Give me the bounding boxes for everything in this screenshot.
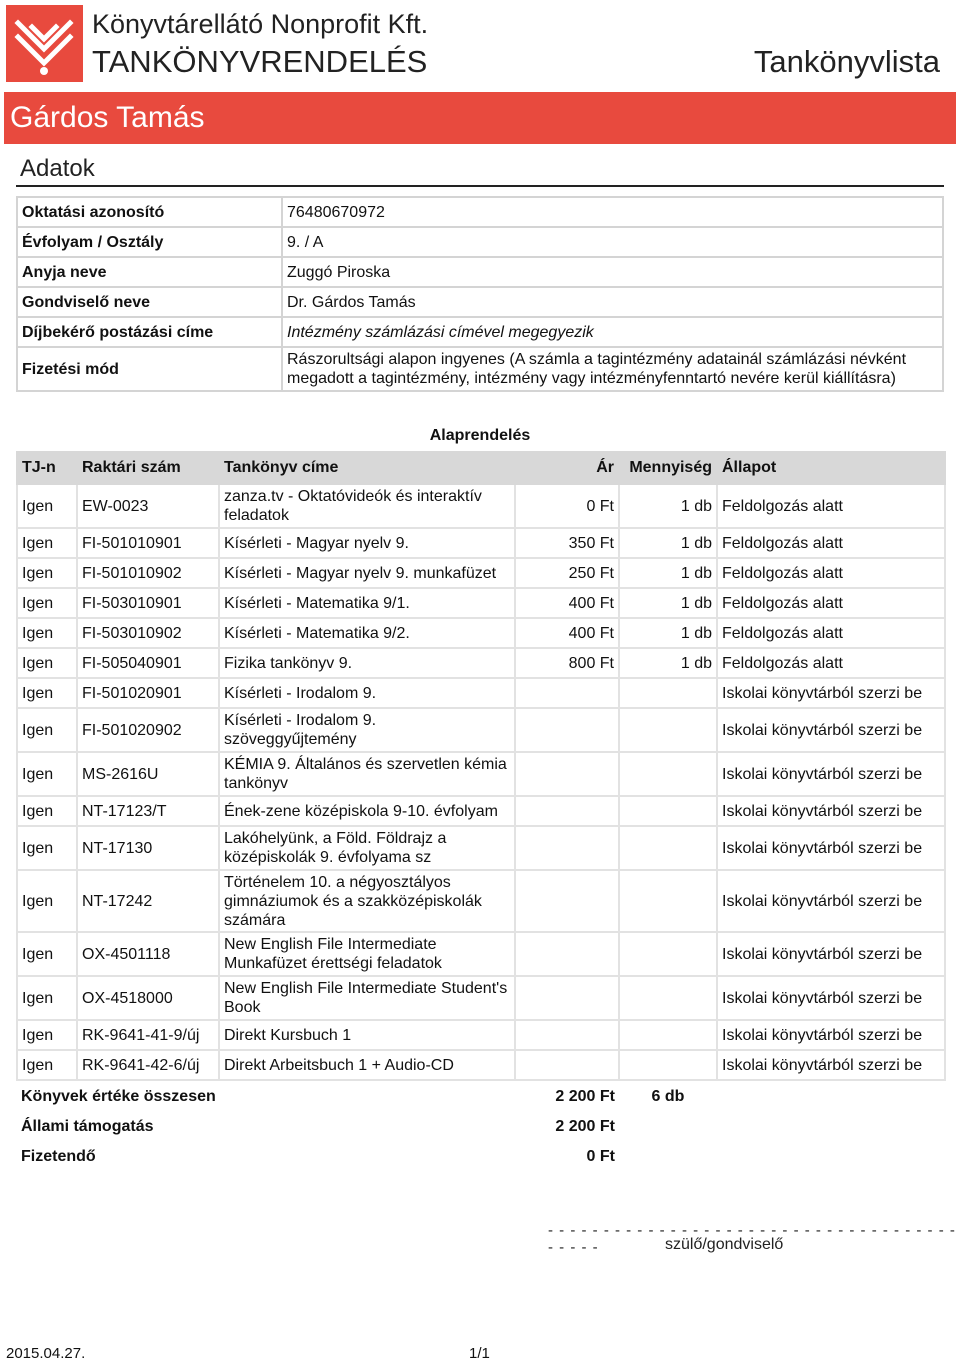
data-value: 9. / A [282,227,943,257]
data-value: 76480670972 [282,197,943,227]
cell-title: Kísérleti - Magyar nyelv 9. [219,528,515,558]
document-type: TANKÖNYVRENDELÉS [92,44,428,79]
student-name-bar [4,92,956,144]
table-row [17,528,945,558]
cell-code: FI-501020902 [77,708,219,752]
cell-tj: Igen [17,484,77,528]
cell-code: NT-17130 [77,826,219,870]
organization-logo [6,5,83,82]
cell-code: FI-501020901 [77,678,219,708]
cell-status: Feldolgozás alatt [717,588,945,618]
cell-quantity: 1 db [619,528,717,558]
cell-tj: Igen [17,678,77,708]
cell-quantity: 1 db [619,588,717,618]
table-row [17,870,945,932]
cell-price: 0 Ft [515,484,619,528]
cell-quantity [619,796,717,826]
cell-code: EW-0023 [77,484,219,528]
cell-price [515,1050,619,1080]
cell-status: Iskolai könyvtárból szerzi be [717,752,945,796]
cell-title: Direkt Arbeitsbuch 1 + Audio-CD [219,1050,515,1080]
cell-title: zanza.tv - Oktatóvideók és interaktív feladatok [219,484,515,528]
summary-label: Állami támogatás [21,1117,154,1135]
table-row [17,648,945,678]
cell-code: OX-4501118 [77,932,219,976]
summary-quantity: 6 db [651,1087,685,1105]
cell-title: Történelem 10. a négyosztályos gimnáziumok és a szakközépiskolák számára [219,870,515,932]
cell-status: Iskolai könyvtárból szerzi be [717,976,945,1020]
cell-tj: Igen [17,618,77,648]
cell-code: RK-9641-41-9/új [77,1020,219,1050]
cell-price: 800 Ft [515,648,619,678]
signature-line: - - - - - - - - - - - - - - - - - - - - - - - - - - - - - - - - - - - - - - - - - - [548,1222,956,1256]
data-label: Fizetési mód [17,347,282,391]
cell-price: 400 Ft [515,618,619,648]
textbook-order-table [16,451,946,1171]
table-row [17,618,945,648]
cell-title: KÉMIA 9. Általános és szervetlen kémia tankönyv [219,752,515,796]
cell-code: FI-503010902 [77,618,219,648]
cell-code: FI-501010901 [77,528,219,558]
data-row-mother [17,257,943,287]
cell-quantity: 1 db [619,558,717,588]
cell-status: Iskolai könyvtárból szerzi be [717,1020,945,1050]
cell-price [515,678,619,708]
data-value: Zuggó Piroska [282,257,943,287]
data-row-payment [17,347,943,391]
summary-empty [717,1111,945,1141]
data-label: Anyja neve [17,257,282,287]
summary-empty [717,1141,945,1171]
column-header-quantity: Mennyiség [619,452,717,484]
cell-quantity [619,826,717,870]
cell-tj: Igen [17,588,77,618]
orders-title: Alaprendelés [429,427,531,444]
data-value: Dr. Gárdos Tamás [282,287,943,317]
cell-price: 400 Ft [515,588,619,618]
cell-title: Kísérleti - Matematika 9/2. [219,618,515,648]
cell-quantity [619,932,717,976]
cell-quantity [619,976,717,1020]
cell-quantity [619,870,717,932]
table-row [17,826,945,870]
summary-quantity [619,1141,717,1171]
cell-price [515,752,619,796]
cell-title: Kísérleti - Irodalom 9. szöveggyűjtemény [219,708,515,752]
cell-status: Iskolai könyvtárból szerzi be [717,870,945,932]
table-row [17,976,945,1020]
data-value: Rászorultsági alapon ingyenes (A számla a tagintézmény adatainál számlázási névként megadott a tagintézmény, intézmény vagy intézményfenntartó nevére kerül kiállításra) [282,347,943,391]
cell-code: MS-2616U [77,752,219,796]
cell-tj: Igen [17,976,77,1020]
cell-quantity: 1 db [619,484,717,528]
cell-price: 350 Ft [515,528,619,558]
summary-label: Könyvek értéke összesen [21,1087,216,1105]
cell-price [515,708,619,752]
cell-price [515,826,619,870]
cell-code: NT-17242 [77,870,219,932]
cell-title: Direkt Kursbuch 1 [219,1020,515,1050]
data-row-id [17,197,943,227]
table-row [17,752,945,796]
cell-status: Feldolgozás alatt [717,558,945,588]
cell-quantity [619,708,717,752]
cell-status: Iskolai könyvtárból szerzi be [717,708,945,752]
cell-price [515,796,619,826]
cell-tj: Igen [17,648,77,678]
cell-quantity: 1 db [619,618,717,648]
document-kind: Tankönyvlista [753,44,940,79]
cell-title: Ének-zene középiskola 9-10. évfolyam [219,796,515,826]
table-row [17,588,945,618]
data-row-guardian [17,287,943,317]
summary-row-payable [17,1141,945,1171]
summary-value: 0 Ft [586,1147,615,1165]
data-value: Intézmény számlázási címével megegyezik [282,317,943,347]
cell-price: 250 Ft [515,558,619,588]
summary-value: 2 200 Ft [555,1117,615,1135]
data-row-class [17,227,943,257]
cell-price [515,976,619,1020]
column-header-price: Ár [515,452,619,484]
page-number: 1/1 [469,1345,490,1362]
cell-title: Fizika tankönyv 9. [219,648,515,678]
summary-value: 2 200 Ft [555,1087,615,1105]
cell-status: Iskolai könyvtárból szerzi be [717,796,945,826]
cell-code: RK-9641-42-6/új [77,1050,219,1080]
table-row [17,678,945,708]
cell-quantity [619,1050,717,1080]
organization-name: Könyvtárellátó Nonprofit Kft. [92,9,429,39]
summary-empty [717,1080,945,1111]
cell-status: Iskolai könyvtárból szerzi be [717,678,945,708]
cell-title: Kísérleti - Matematika 9/1. [219,588,515,618]
cell-tj: Igen [17,528,77,558]
cell-code: FI-501010902 [77,558,219,588]
cell-status: Feldolgozás alatt [717,484,945,528]
cell-title: Kísérleti - Irodalom 9. [219,678,515,708]
data-section-title: Adatok [20,155,95,182]
table-row [17,484,945,528]
table-row [17,796,945,826]
cell-code: FI-505040901 [77,648,219,678]
cell-title: New English File Intermediate Munkafüzet érettségi feladatok [219,932,515,976]
kello-logo-icon [6,5,83,82]
cell-tj: Igen [17,826,77,870]
cell-quantity [619,678,717,708]
cell-quantity [619,752,717,796]
table-row [17,1050,945,1080]
student-data-table [16,196,944,392]
data-label: Oktatási azonosító [17,197,282,227]
summary-quantity [619,1111,717,1141]
column-header-tj: TJ-n [17,452,77,484]
data-label: Gondviselő neve [17,287,282,317]
cell-status: Feldolgozás alatt [717,648,945,678]
cell-tj: Igen [17,752,77,796]
column-header-title: Tankönyv címe [219,452,515,484]
summary-row-subsidy [17,1111,945,1141]
summary-row-total [17,1080,945,1111]
cell-quantity: 1 db [619,648,717,678]
data-row-billing-address [17,317,943,347]
table-row [17,708,945,752]
cell-price [515,1020,619,1050]
table-header-row [17,452,945,484]
signature-label: szülő/gondviselő [665,1236,784,1253]
data-label: Évfolyam / Osztály [17,227,282,257]
cell-status: Iskolai könyvtárból szerzi be [717,826,945,870]
column-header-status: Állapot [717,452,945,484]
cell-title: Lakóhelyünk, a Föld. Földrajz a középiskolák 9. évfolyama sz [219,826,515,870]
cell-tj: Igen [17,870,77,932]
cell-code: FI-503010901 [77,588,219,618]
cell-title: New English File Intermediate Student's Book [219,976,515,1020]
table-row [17,1020,945,1050]
cell-tj: Igen [17,558,77,588]
cell-status: Feldolgozás alatt [717,618,945,648]
cell-tj: Igen [17,932,77,976]
cell-tj: Igen [17,708,77,752]
print-date: 2015.04.27. [6,1345,86,1362]
cell-price [515,932,619,976]
cell-tj: Igen [17,796,77,826]
cell-code: OX-4518000 [77,976,219,1020]
cell-tj: Igen [17,1020,77,1050]
cell-tj: Igen [17,1050,77,1080]
cell-price [515,870,619,932]
cell-title: Kísérleti - Magyar nyelv 9. munkafüzet [219,558,515,588]
cell-status: Feldolgozás alatt [717,528,945,558]
cell-code: NT-17123/T [77,796,219,826]
section-divider [16,185,944,187]
student-name: Gárdos Tamás [10,101,205,134]
cell-quantity [619,1020,717,1050]
cell-status: Iskolai könyvtárból szerzi be [717,1050,945,1080]
cell-status: Iskolai könyvtárból szerzi be [717,932,945,976]
data-label: Díjbekérő postázási címe [17,317,282,347]
summary-label: Fizetendő [21,1147,96,1165]
column-header-code: Raktári szám [77,452,219,484]
table-row [17,932,945,976]
table-row [17,558,945,588]
